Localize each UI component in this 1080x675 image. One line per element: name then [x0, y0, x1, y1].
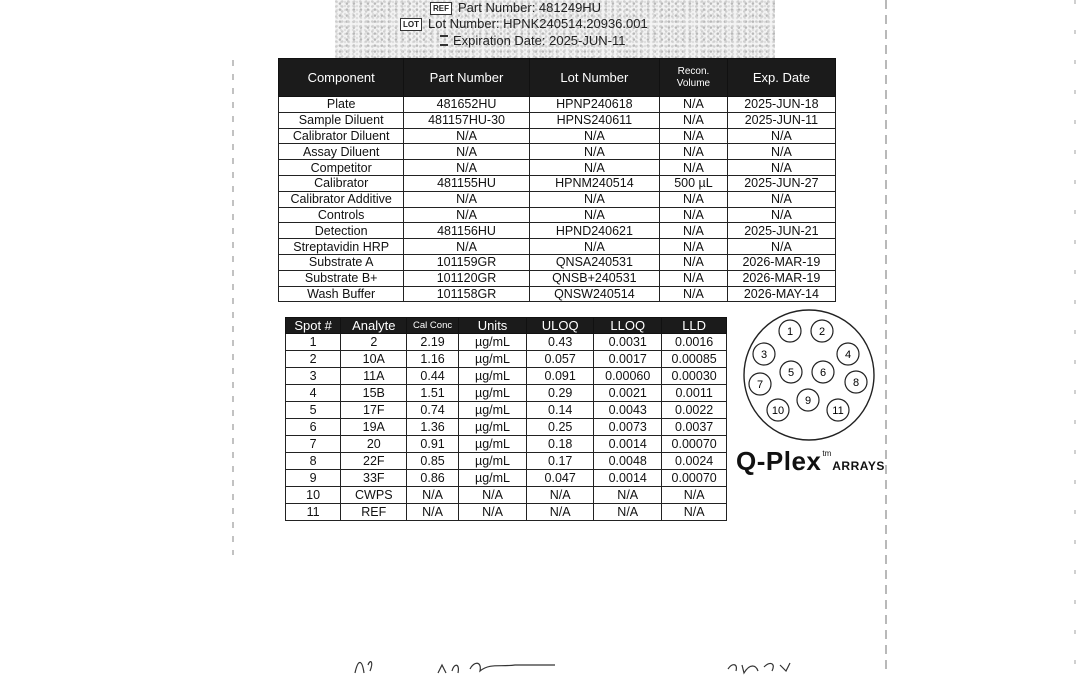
spot-cell-lld: 0.0016	[662, 334, 727, 351]
spot-cell-lloq: N/A	[594, 504, 662, 521]
col-cal-conc: Cal Conc	[407, 318, 458, 334]
component-row	[279, 144, 836, 160]
spot-cell-units: µg/mL	[458, 470, 526, 487]
spot-cell-lld: 0.00030	[662, 368, 727, 385]
part-number-line: REF Part Number: 481249HU	[430, 0, 601, 15]
component-cell-recon-volume: N/A	[660, 270, 728, 286]
component-cell-lot-number: N/A	[529, 160, 659, 176]
component-cell-lot-number: HPNM240514	[529, 175, 659, 191]
component-cell-lot-number: HPND240621	[529, 223, 659, 239]
component-cell-part-number: 481157HU-30	[404, 112, 529, 128]
component-cell-lot-number: QNSA240531	[529, 254, 659, 270]
component-cell-part-number: N/A	[404, 207, 529, 223]
spot-cell-uloq: 0.43	[527, 334, 594, 351]
spot-cell-units: N/A	[458, 504, 526, 521]
spot-cell-uloq: 0.25	[527, 419, 594, 436]
spot-cell-uloq: 0.18	[527, 436, 594, 453]
spot-cell-uloq: 0.29	[527, 385, 594, 402]
spot-circle-label: 4	[844, 349, 852, 361]
component-cell-component: Competitor	[279, 160, 404, 176]
component-cell-recon-volume: N/A	[660, 160, 728, 176]
spot-cell-lloq: 0.0031	[594, 334, 662, 351]
col-exp-date: Exp. Date	[727, 59, 835, 97]
component-cell-part-number: N/A	[404, 191, 529, 207]
spot-cell-cal-conc: 1.36	[407, 419, 458, 436]
component-cell-component: Calibrator	[279, 175, 404, 191]
component-cell-exp-date: 2026-MAR-19	[727, 270, 835, 286]
component-cell-recon-volume: N/A	[660, 144, 728, 160]
spot-cell-units: N/A	[458, 487, 526, 504]
spot-cell-lloq: 0.0014	[594, 470, 662, 487]
spot-cell-cal-conc: 1.16	[407, 351, 458, 368]
spot-cell-lloq: 0.0048	[594, 453, 662, 470]
spot-cell-spot: 3	[286, 368, 341, 385]
spot-layout-diagram	[736, 308, 882, 442]
spot-cell-lloq: N/A	[594, 487, 662, 504]
component-cell-recon-volume: 500 µL	[660, 175, 728, 191]
component-cell-lot-number: N/A	[529, 128, 659, 144]
spot-cell-analyte: 20	[341, 436, 407, 453]
component-cell-component: Substrate B+	[279, 270, 404, 286]
spot-cell-lld: N/A	[662, 504, 727, 521]
lot-icon: LOT	[400, 18, 422, 31]
component-cell-component: Detection	[279, 223, 404, 239]
spot-cell-analyte: 15B	[341, 385, 407, 402]
spot-cell-uloq: 0.17	[527, 453, 594, 470]
component-cell-part-number: N/A	[404, 239, 529, 255]
component-cell-part-number: N/A	[404, 160, 529, 176]
spot-cell-lloq: 0.00060	[594, 368, 662, 385]
spot-cell-lloq: 0.0073	[594, 419, 662, 436]
spot-cell-units: µg/mL	[458, 419, 526, 436]
component-row	[279, 128, 836, 144]
component-row	[279, 254, 836, 270]
spot-cell-analyte: REF	[341, 504, 407, 521]
spot-cell-lld: 0.0011	[662, 385, 727, 402]
col-recon-volume: Recon. Volume	[660, 59, 728, 97]
spot-cell-spot: 10	[286, 487, 341, 504]
spot-circle-label: 5	[787, 367, 795, 379]
component-row	[279, 97, 836, 113]
spot-cell-uloq: 0.14	[527, 402, 594, 419]
component-row	[279, 270, 836, 286]
col-lld: LLD	[662, 318, 727, 334]
component-cell-component: Substrate A	[279, 254, 404, 270]
component-cell-recon-volume: N/A	[660, 191, 728, 207]
spot-cell-lld: 0.00070	[662, 436, 727, 453]
component-cell-lot-number: N/A	[529, 144, 659, 160]
component-cell-component: Sample Diluent	[279, 112, 404, 128]
spot-circle-label: 3	[760, 349, 768, 361]
spot-row	[286, 419, 727, 436]
component-cell-exp-date: N/A	[727, 144, 835, 160]
spot-row	[286, 453, 727, 470]
col-uloq: ULOQ	[527, 318, 594, 334]
spot-cell-analyte: 33F	[341, 470, 407, 487]
component-cell-component: Calibrator Additive	[279, 191, 404, 207]
spot-cell-spot: 2	[286, 351, 341, 368]
well-outline	[744, 310, 874, 440]
component-cell-component: Wash Buffer	[279, 286, 404, 302]
handwritten-signature	[340, 655, 840, 675]
component-cell-component: Calibrator Diluent	[279, 128, 404, 144]
component-cell-part-number: 481155HU	[404, 175, 529, 191]
component-cell-recon-volume: N/A	[660, 239, 728, 255]
spot-row	[286, 402, 727, 419]
component-cell-exp-date: 2026-MAY-14	[727, 286, 835, 302]
spot-cell-uloq: 0.057	[527, 351, 594, 368]
spot-cell-uloq: N/A	[527, 487, 594, 504]
component-cell-part-number: 481652HU	[404, 97, 529, 113]
spot-cell-spot: 7	[286, 436, 341, 453]
spot-cell-units: µg/mL	[458, 385, 526, 402]
spot-cell-analyte: 17F	[341, 402, 407, 419]
spot-row	[286, 487, 727, 504]
qplex-logo: Q-Plex$^{tm}$ARRAYS	[736, 446, 885, 476]
spot-circle-label: 11	[832, 405, 844, 417]
spot-row	[286, 436, 727, 453]
spot-cell-units: µg/mL	[458, 368, 526, 385]
spot-row	[286, 470, 727, 487]
component-cell-exp-date: N/A	[727, 207, 835, 223]
spot-cell-uloq: 0.091	[527, 368, 594, 385]
spot-cell-spot: 4	[286, 385, 341, 402]
component-cell-exp-date: N/A	[727, 160, 835, 176]
component-cell-lot-number: QNSW240514	[529, 286, 659, 302]
spot-cell-units: µg/mL	[458, 436, 526, 453]
spot-circle-label: 1	[786, 326, 794, 338]
spot-row	[286, 504, 727, 521]
spot-cell-lld: N/A	[662, 487, 727, 504]
spot-cell-units: µg/mL	[458, 402, 526, 419]
col-analyte: Analyte	[341, 318, 407, 334]
spot-row	[286, 334, 727, 351]
component-cell-part-number: 101120GR	[404, 270, 529, 286]
component-row	[279, 112, 836, 128]
component-cell-lot-number: N/A	[529, 207, 659, 223]
spot-cell-lld: 0.00085	[662, 351, 727, 368]
component-cell-exp-date: N/A	[727, 128, 835, 144]
spot-cell-analyte: CWPS	[341, 487, 407, 504]
col-lot-number: Lot Number	[529, 59, 659, 97]
col-part-number: Part Number	[404, 59, 529, 97]
spot-circle-label: 9	[804, 395, 812, 407]
spot-analyte-table	[285, 317, 727, 521]
spot-circle-label: 10	[771, 405, 785, 417]
spot-cell-cal-conc: 1.51	[407, 385, 458, 402]
spot-cell-spot: 9	[286, 470, 341, 487]
spot-cell-uloq: N/A	[527, 504, 594, 521]
component-cell-component: Controls	[279, 207, 404, 223]
spot-cell-lloq: 0.0014	[594, 436, 662, 453]
spot-cell-cal-conc: 0.86	[407, 470, 458, 487]
component-cell-exp-date: 2025-JUN-18	[727, 97, 835, 113]
component-cell-lot-number: HPNS240611	[529, 112, 659, 128]
spot-circle-label: 2	[818, 326, 826, 338]
spot-row	[286, 385, 727, 402]
spot-cell-cal-conc: 0.44	[407, 368, 458, 385]
component-cell-lot-number: HPNP240618	[529, 97, 659, 113]
spot-cell-cal-conc: 2.19	[407, 334, 458, 351]
component-row	[279, 175, 836, 191]
spot-cell-spot: 1	[286, 334, 341, 351]
col-lloq: LLOQ	[594, 318, 662, 334]
spot-cell-lloq: 0.0021	[594, 385, 662, 402]
component-cell-component: Plate	[279, 97, 404, 113]
component-row	[279, 191, 836, 207]
spot-cell-spot: 8	[286, 453, 341, 470]
spot-header-row	[286, 318, 727, 334]
spot-cell-analyte: 19A	[341, 419, 407, 436]
components-table	[278, 58, 836, 302]
component-cell-recon-volume: N/A	[660, 286, 728, 302]
component-row	[279, 239, 836, 255]
col-component: Component	[279, 59, 404, 97]
spot-row	[286, 351, 727, 368]
component-cell-part-number: 481156HU	[404, 223, 529, 239]
spot-cell-spot: 6	[286, 419, 341, 436]
spot-cell-lld: 0.00070	[662, 470, 727, 487]
component-cell-exp-date: 2026-MAR-19	[727, 254, 835, 270]
components-header-row	[279, 59, 836, 97]
spot-cell-analyte: 10A	[341, 351, 407, 368]
spot-cell-units: µg/mL	[458, 334, 526, 351]
component-cell-recon-volume: N/A	[660, 128, 728, 144]
ref-icon: REF	[430, 2, 452, 15]
component-cell-exp-date: N/A	[727, 191, 835, 207]
scan-edge-right	[885, 0, 887, 675]
component-row	[279, 286, 836, 302]
component-cell-exp-date: N/A	[727, 239, 835, 255]
spot-cell-uloq: 0.047	[527, 470, 594, 487]
component-cell-part-number: N/A	[404, 128, 529, 144]
scan-edge-far-right	[1074, 0, 1076, 675]
spot-cell-cal-conc: N/A	[407, 487, 458, 504]
component-cell-component: Assay Diluent	[279, 144, 404, 160]
component-cell-exp-date: 2025-JUN-27	[727, 175, 835, 191]
col-spot: Spot #	[286, 318, 341, 334]
spot-cell-analyte: 22F	[341, 453, 407, 470]
component-cell-recon-volume: N/A	[660, 223, 728, 239]
lot-number-line: LOT Lot Number: HPNK240514.20936.001	[400, 16, 648, 31]
hourglass-icon	[440, 35, 448, 46]
spot-cell-cal-conc: N/A	[407, 504, 458, 521]
spot-circle-label: 7	[756, 379, 764, 391]
component-cell-part-number: 101159GR	[404, 254, 529, 270]
spot-cell-spot: 5	[286, 402, 341, 419]
component-cell-part-number: 101158GR	[404, 286, 529, 302]
component-cell-component: Streptavidin HRP	[279, 239, 404, 255]
component-cell-lot-number: QNSB+240531	[529, 270, 659, 286]
component-cell-lot-number: N/A	[529, 191, 659, 207]
component-row	[279, 223, 836, 239]
spot-cell-analyte: 2	[341, 334, 407, 351]
component-row	[279, 207, 836, 223]
col-units: Units	[458, 318, 526, 334]
component-cell-recon-volume: N/A	[660, 254, 728, 270]
spot-cell-cal-conc: 0.85	[407, 453, 458, 470]
spot-cell-cal-conc: 0.91	[407, 436, 458, 453]
component-cell-recon-volume: N/A	[660, 112, 728, 128]
spot-circle-label: 6	[819, 367, 827, 379]
spot-cell-units: µg/mL	[458, 351, 526, 368]
component-cell-exp-date: 2025-JUN-21	[727, 223, 835, 239]
component-row	[279, 160, 836, 176]
component-cell-lot-number: N/A	[529, 239, 659, 255]
spot-circle-label: 8	[852, 377, 860, 389]
scan-edge-left	[232, 60, 234, 555]
spot-cell-spot: 11	[286, 504, 341, 521]
spot-cell-lld: 0.0022	[662, 402, 727, 419]
spot-row	[286, 368, 727, 385]
component-cell-exp-date: 2025-JUN-11	[727, 112, 835, 128]
spot-cell-lloq: 0.0017	[594, 351, 662, 368]
spot-cell-cal-conc: 0.74	[407, 402, 458, 419]
component-cell-recon-volume: N/A	[660, 207, 728, 223]
component-cell-part-number: N/A	[404, 144, 529, 160]
spot-cell-lld: 0.0024	[662, 453, 727, 470]
component-cell-recon-volume: N/A	[660, 97, 728, 113]
spot-cell-lld: 0.0037	[662, 419, 727, 436]
spot-cell-lloq: 0.0043	[594, 402, 662, 419]
spot-cell-analyte: 11A	[341, 368, 407, 385]
spot-cell-units: µg/mL	[458, 453, 526, 470]
expiration-line: Expiration Date: 2025-JUN-11	[440, 33, 625, 48]
